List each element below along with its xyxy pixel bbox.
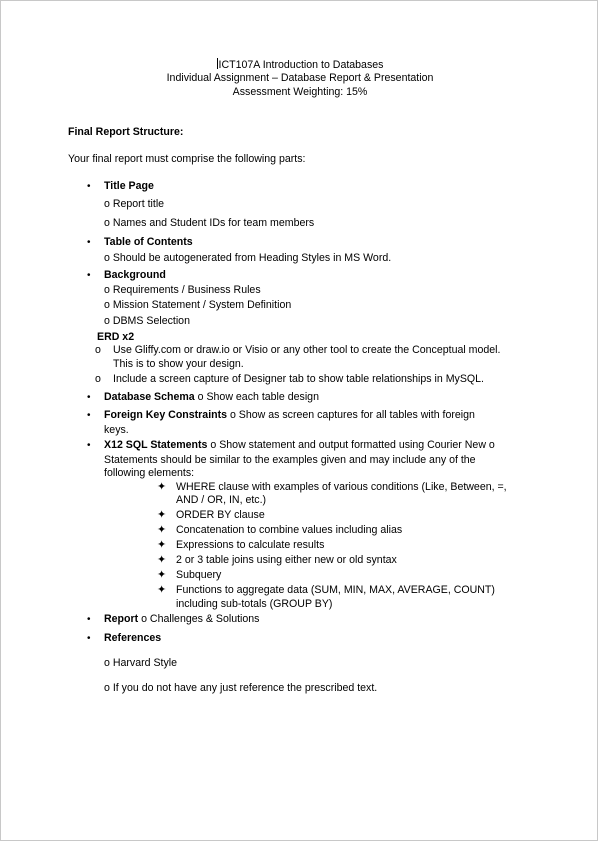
- fk-label: Foreign Key Constraints: [104, 409, 228, 421]
- fk-item: Foreign Key Constraints o Show as screen captures for all tables with foreign: [104, 409, 475, 421]
- fk-item-cont: keys.: [104, 424, 129, 436]
- sql-item-cont: Statements should be similar to the examples given and may include any of the: [104, 454, 476, 466]
- assessment-weighting: Assessment Weighting: 15%: [232, 86, 368, 98]
- list-subitem: o Should be autogenerated from Heading Styles in MS Word.: [104, 252, 392, 264]
- list-subitem: Include a screen capture of Designer tab to show table relationships in MySQL.: [113, 373, 484, 385]
- bullet-icon: •: [87, 633, 91, 644]
- report-item: Report o Challenges & Solutions: [104, 613, 260, 625]
- references-label: References: [104, 632, 162, 644]
- list-subitem: This is to show your design.: [113, 358, 244, 370]
- list-subitem: o Harvard Style: [104, 657, 178, 669]
- star-bullet-icon: ✦: [157, 584, 167, 596]
- erd-label: ERD x2: [97, 331, 135, 343]
- sql-item-cont: following elements:: [104, 467, 195, 479]
- sql-element: AND / OR, IN, etc.): [176, 494, 267, 506]
- intro-text: Your final report must comprise the following parts:: [68, 153, 306, 165]
- schema-item: Database Schema o Show each table design: [104, 391, 319, 403]
- sql-element: ORDER BY clause: [176, 509, 265, 521]
- sql-element: WHERE clause with examples of various conditions (Like, Between, =,: [176, 481, 507, 493]
- bullet-icon: •: [87, 614, 91, 625]
- sql-element: Expressions to calculate results: [176, 539, 325, 551]
- list-subitem: Use Gliffy.com or draw.io or Visio or any other tool to create the Conceptual model.: [113, 344, 501, 356]
- bullet-icon: •: [87, 440, 91, 451]
- list-subitem: o Report title: [104, 198, 165, 210]
- list-subitem: o If you do not have any just reference the prescribed text.: [104, 682, 378, 694]
- report-label: Report: [104, 613, 139, 625]
- title-page-label: Title Page: [104, 180, 154, 192]
- assignment-title: Individual Assignment – Database Report & Presentation: [166, 72, 434, 84]
- schema-label: Database Schema: [104, 391, 195, 403]
- bullet-icon: •: [87, 410, 91, 421]
- circle-bullet-icon: o: [95, 344, 101, 356]
- sql-element: Functions to aggregate data (SUM, MIN, MAX, AVERAGE, COUNT): [176, 584, 495, 596]
- background-label: Background: [104, 269, 166, 281]
- sql-item: X12 SQL Statements o Show statement and output formatted using Courier New o: [104, 439, 495, 451]
- star-bullet-icon: ✦: [157, 481, 167, 493]
- section-heading: Final Report Structure:: [68, 126, 184, 138]
- list-subitem: o DBMS Selection: [104, 315, 190, 327]
- star-bullet-icon: ✦: [157, 539, 167, 551]
- text-cursor: [217, 58, 218, 69]
- star-bullet-icon: ✦: [157, 554, 167, 566]
- bullet-icon: •: [87, 392, 91, 403]
- sql-element: 2 or 3 table joins using either new or old syntax: [176, 554, 397, 566]
- sql-label: X12 SQL Statements: [104, 439, 208, 451]
- course-title: ICT107A Introduction to Databases: [218, 59, 384, 71]
- bullet-icon: •: [87, 181, 91, 192]
- star-bullet-icon: ✦: [157, 509, 167, 521]
- star-bullet-icon: ✦: [157, 524, 167, 536]
- list-subitem: o Mission Statement / System Definition: [104, 299, 292, 311]
- sql-element: Subquery: [176, 569, 222, 581]
- list-subitem: o Names and Student IDs for team members: [104, 217, 315, 229]
- sql-element: Concatenation to combine values including alias: [176, 524, 403, 536]
- bullet-icon: •: [87, 237, 91, 248]
- circle-bullet-icon: o: [95, 373, 101, 385]
- toc-label: Table of Contents: [104, 236, 193, 248]
- sql-element: including sub-totals (GROUP BY): [176, 598, 333, 610]
- list-subitem: o Requirements / Business Rules: [104, 284, 261, 296]
- star-bullet-icon: ✦: [157, 569, 167, 581]
- bullet-icon: •: [87, 270, 91, 281]
